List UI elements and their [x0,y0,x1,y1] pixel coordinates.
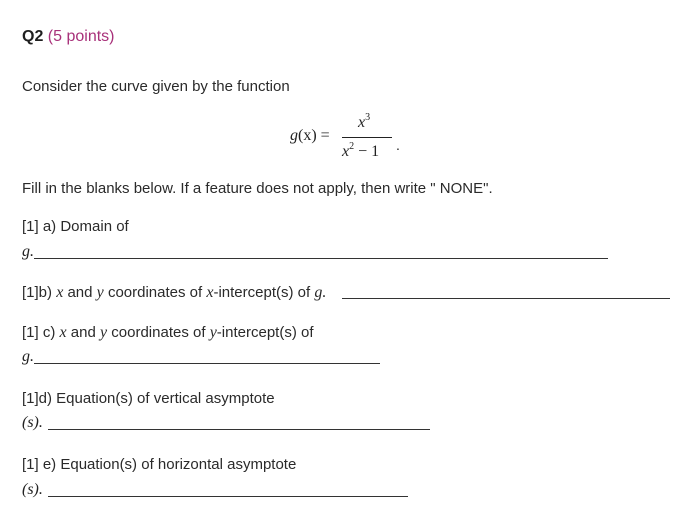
part-b-answer-blank[interactable] [342,298,670,299]
part-d-answer-blank[interactable] [48,429,430,430]
part-e-answer-blank[interactable] [48,496,408,497]
part-d-continuation: (s). [22,414,43,431]
formula-numerator: $x^3$ [358,112,371,131]
formula-period: . [396,137,400,153]
formula-lhs: g(x) = [290,127,330,144]
instructions-text: Fill in the blanks below. If a feature does not apply, then write " NONE". [22,180,493,197]
part-b-label: [1]b) x and y coordinates of x-intercept(s) of g. [22,284,327,301]
part-c-label: [1] c) x and y coordinates of y-intercept(s) of [22,324,314,341]
fraction-bar [342,137,392,138]
intro-text: Consider the curve given by the function [22,78,290,95]
formula-denominator: $x^2 - 1$ [342,141,380,160]
function-formula [290,108,420,164]
question-points: (5 points) [47,28,115,45]
part-a-label: [1] a) Domain of [22,218,129,235]
part-c-continuation: g. [22,348,34,365]
part-a-continuation: g. [22,243,34,260]
question-title [22,28,115,46]
question-number: Q2 [22,28,44,45]
part-d-label: [1]d) Equation(s) of vertical asymptote [22,390,275,407]
part-e-label: [1] e) Equation(s) of horizontal asymptote [22,456,297,473]
part-e-continuation: (s). [22,481,43,498]
part-c-answer-blank[interactable] [34,363,380,364]
part-a-answer-blank[interactable] [34,258,608,259]
